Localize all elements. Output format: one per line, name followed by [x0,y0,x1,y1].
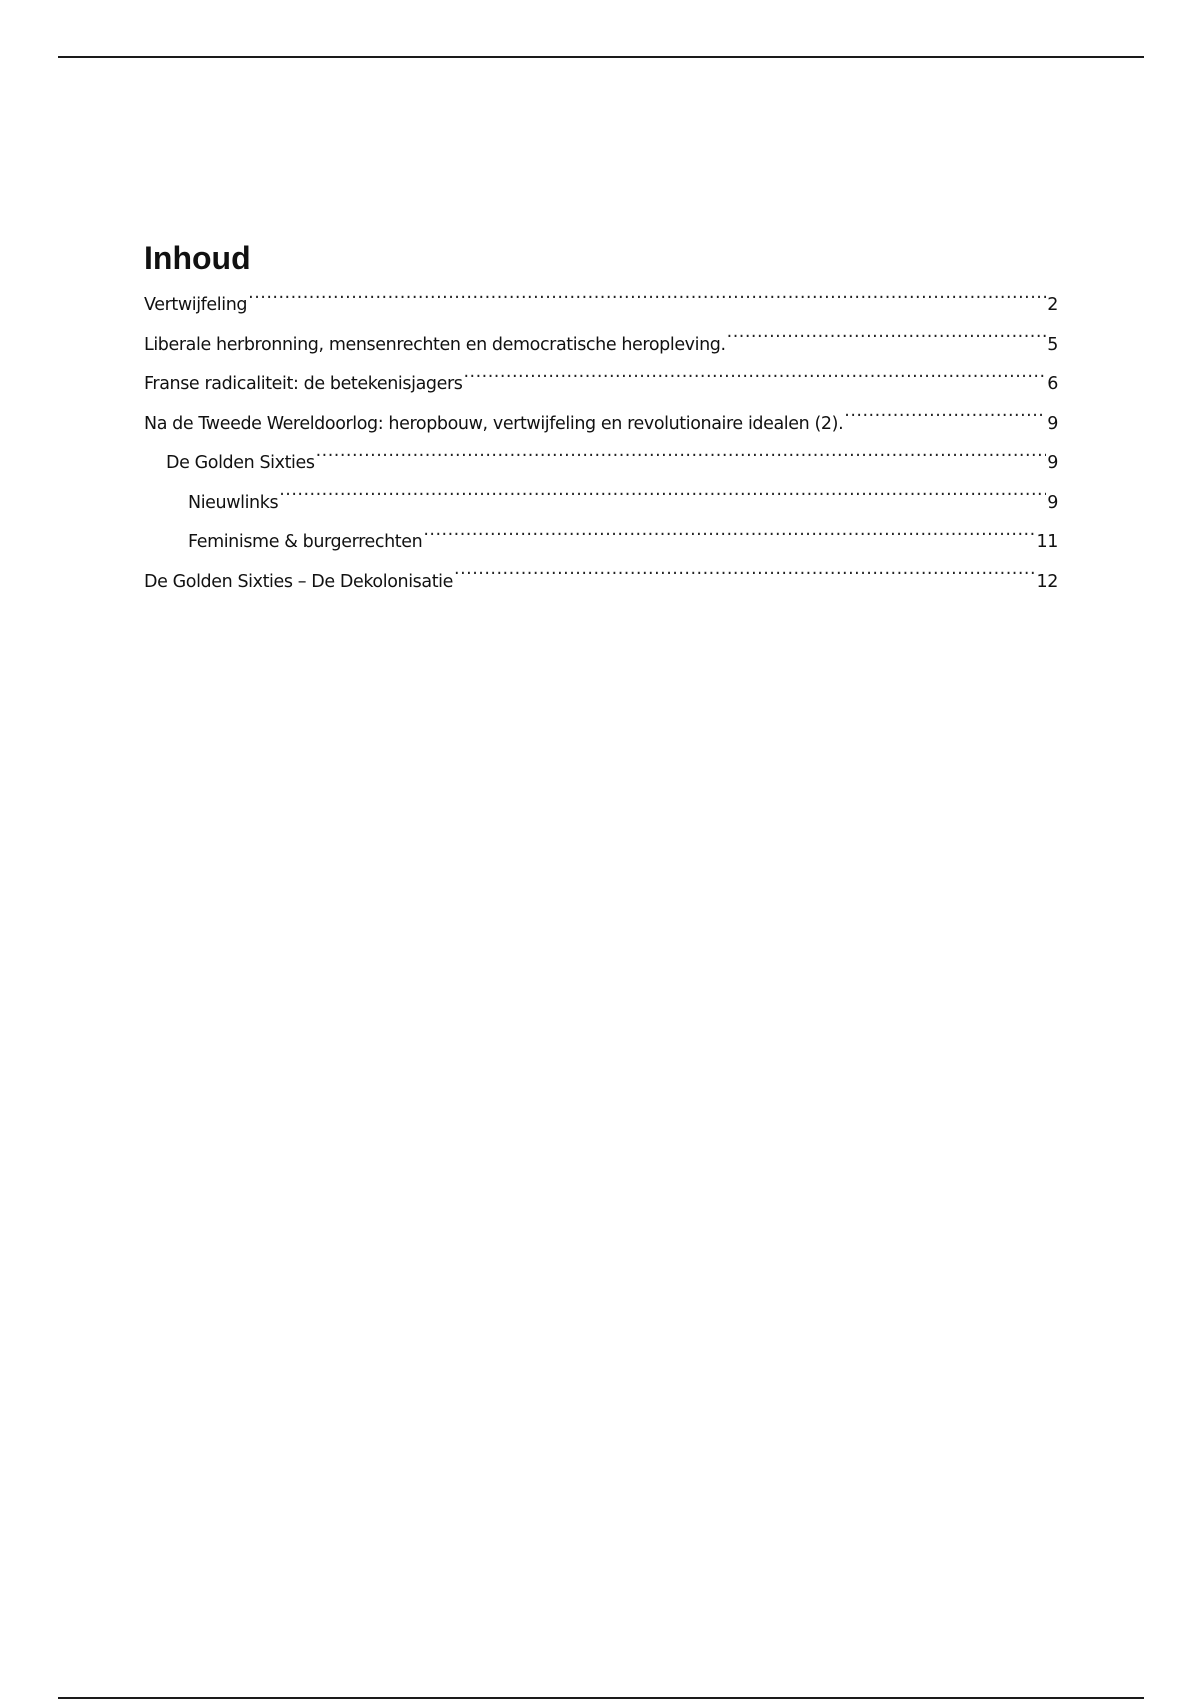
toc-entry-liberale-herbronning[interactable] [144,326,1058,366]
toc-entry-dekolonisatie[interactable] [144,563,1058,603]
toc-entry-page: 9 [1047,492,1058,513]
toc-list [144,286,1058,602]
toc-entry-franse-radicaliteit[interactable] [144,365,1058,405]
toc-entry-text: Vertwijfeling [144,295,248,315]
toc-dot-leader [279,490,1046,508]
toc-entry-golden-sixties[interactable] [144,444,1058,484]
toc-entry-page: 12 [1036,571,1058,592]
table-of-contents [144,236,1058,602]
toc-title: Inhoud [144,240,251,276]
toc-entry-page: 11 [1036,532,1058,552]
toc-dot-leader [727,332,1047,350]
toc-dot-leader [316,451,1047,469]
toc-entry-nieuwlinks[interactable] [144,484,1058,524]
toc-entry-text: Liberale herbronning, mensenrechten en democratische heropleving. [144,334,726,355]
toc-dot-leader [248,293,1046,311]
toc-dot-leader [463,372,1046,390]
toc-entry-page: 9 [1047,413,1058,434]
toc-entry-text: Nieuwlinks [188,492,279,513]
toc-entry-page: 5 [1047,334,1058,355]
toc-entry-text: Feminisme & burgerrechten [188,532,423,552]
footer-rule [58,1697,1144,1699]
toc-dot-leader [844,411,1046,429]
toc-entry-text: De Golden Sixties [166,453,315,473]
header-rule [58,56,1144,58]
toc-entry-page: 6 [1047,374,1058,394]
toc-entry-vertwijfeling[interactable] [144,286,1058,326]
toc-entry-page: 2 [1047,295,1058,315]
toc-entry-feminisme-burgerrechten[interactable] [144,523,1058,563]
toc-entry-page: 9 [1047,453,1058,473]
toc-entry-na-de-tweede-wereldoorlog[interactable] [144,405,1058,445]
toc-dot-leader [454,569,1036,587]
toc-entry-text: Na de Tweede Wereldoorlog: heropbouw, vertwijfeling en revolutionaire idealen (2). [144,413,844,434]
toc-entry-text: De Golden Sixties – De Dekolonisatie [144,571,453,592]
toc-entry-text: Franse radicaliteit: de betekenisjagers [144,374,463,394]
toc-dot-leader [423,530,1035,548]
